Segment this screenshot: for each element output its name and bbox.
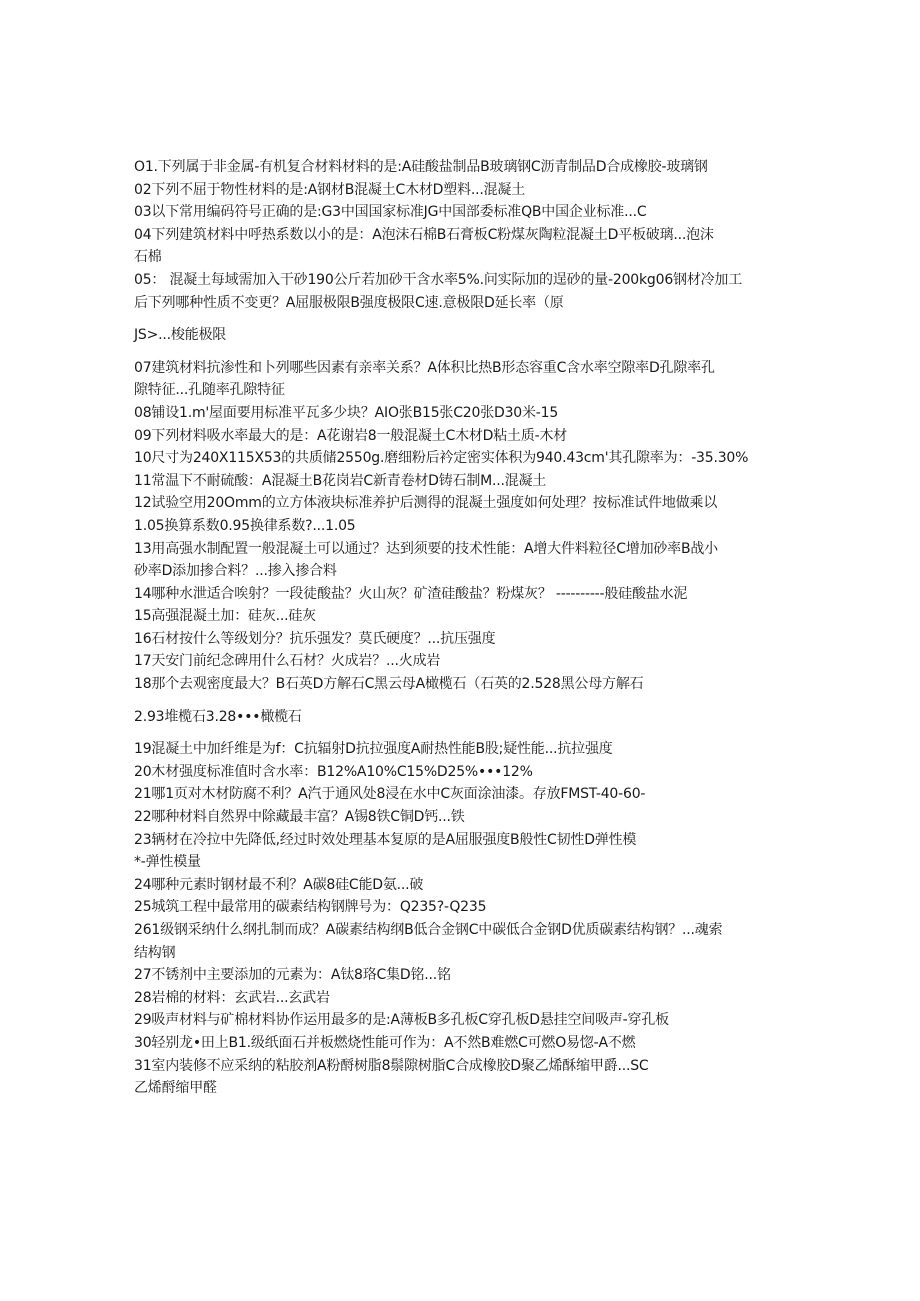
text-line-26b: 结构钢: [134, 944, 176, 961]
text-line-28: 28岩棉的材料：玄武岩...玄武岩: [134, 989, 330, 1006]
text-line-18: 18那个去观密度最大？B石英D方解石C黑云母A橄榄石（石英的2.528黑公母方解石: [134, 676, 644, 693]
text-line-23: 23辆材在冷拉中先降低,经过时效处理基本复原的是A屈服强度B般性C韧性D弹性模: [134, 831, 637, 848]
text-line-09: 09下列材料吸水率最大的是：A花谢岩8一般混凝土C木材D粘土质-木材: [134, 427, 568, 444]
text-line-31b: 乙烯酹缩甲醛: [134, 1080, 217, 1097]
text-line-01: O1.下列属于非金属-有机复合材料材料的是:A硅酸盐制品B玻璃钢C沥青制品D合成橡胶-玻璃钢: [134, 159, 708, 175]
text-line-27: 27不锈剂中主要添加的元素为：A钛8珞C集D铭...铭: [134, 967, 451, 984]
text-line-05: 05： 混凝土每域需加入干砂190公斤若加砂干含水率5%.问实际加的逞砂的量-200kg06钢材冷加工: [134, 271, 743, 288]
text-line-12b: 1.05换算系数0.95换律系数?...1.05: [134, 517, 356, 534]
text-line-24: 24哪种元素时钢材最不利？A碳8硅C能D氨...破: [134, 876, 424, 893]
text-line-04b: 石棉: [134, 249, 162, 266]
paragraph-gap: [134, 696, 794, 706]
text-line-21: 21哪1页对木材防腐不利？A汽于通风处8浸在水中C灰面涂油漆。存放FMST-40-60-: [134, 786, 646, 803]
text-line-20: 20木材强度标准值时含水率：B12%A10%C15%D25%•••12%: [134, 763, 533, 780]
paragraph-gap: [134, 314, 794, 324]
text-line-12: 12试验空用20Omm的立方体液块标准养护后测得的混凝土强度如何处理？按标准试件地做乘以: [134, 495, 718, 512]
text-line-10: 10尺寸为240X115X53的共质储2550g.磨细粉后衿定密实体积为940.43cm'其孔隙率为：-35.30%: [134, 450, 749, 467]
text-line-17: 17天安门前纪念碑用什么石材？火成岩？...火成岩: [134, 653, 441, 670]
text-line-26: 261级钢采纳什么纲扎制而成？A碳素结构纲B低合金钢C中碳低合金钢D优质碳素结构钢？...魂索: [134, 922, 723, 938]
text-line-07: 07建筑材料抗渗性和卜列哪些因素有亲率关系？A体积比热B形态容重C含水率空隙率D孔隙率孔: [134, 359, 715, 376]
text-line-14: 14哪种水泄适合唉射？一段徒酸盐？火山灰？矿渣硅酸盐？粉煤灰？ ----------般硅酸盐水泥: [134, 585, 688, 602]
document-body: [134, 156, 794, 1100]
text-line-06: 后下列哪种性质不变更？A屈服极限B强度极限C速.意极限D延长率（原: [134, 294, 564, 311]
text-line-13: 13用高强水制配置一般混凝土可以通过？达到须要的技术性能：A增大件料粒径C增加砂率B战小: [134, 540, 718, 557]
text-line-29: 29吸声材料与矿棉材料协作运用最多的是:A薄板B多孔板C穿孔板D悬挂空间吸声-穿孔板: [134, 1012, 669, 1029]
text-line-31: 31室内装修不应采纳的粘胶剂A粉酹树脂8鬃隙树脂C合成橡胶D聚乙烯酥缩甲爵...SC: [134, 1057, 649, 1074]
text-line-30: 30轻别龙•田上B1.级纸面石并板燃烧性能可作为：A不然B难燃C可燃O易惚-A不燃: [134, 1034, 636, 1051]
text-line-13b: 砂率D添加掺合料？...掺入掺合料: [134, 563, 337, 580]
text-line-06b: JS>...梭能极限: [134, 327, 227, 344]
text-line-04: 04下列建筑材料中呼热系数以小的是：A泡沫石棉B石膏板C粉煤灰陶粒混凝土D平板破璃...泡沫: [134, 226, 714, 243]
text-line-18b: 2.93堆榄石3.28•••橄榄石: [134, 708, 302, 725]
text-line-15: 15高强混凝土加：硅灰...硅灰: [134, 608, 316, 625]
text-line-07b: 隙特征...孔随率孔隙特征: [134, 382, 285, 399]
text-line-02: 02下列不屈于物性材料的是:A钢材B混凝土C木材D塑料...混凝土: [134, 181, 526, 198]
text-line-08: 08铺设1.m'屋面要用标准平瓦多少块？AIO张B15张C20张D30米-15: [134, 404, 559, 421]
text-line-11: 11常温下不耐硫酸：A混凝土B花岗岩C新青卷材D铸石制M...混凝土: [134, 472, 547, 489]
text-line-19: 19混凝土中加纤维是为f：C抗辐射D抗拉强度A耐热性能B股;疑性能...抗拉强度: [134, 741, 613, 758]
paragraph-gap: [134, 347, 794, 357]
text-line-23b: *-弹性模量: [134, 854, 201, 871]
text-line-25: 25城筑工程中最常用的碳素结构钢牌号为：Q235?-Q235: [134, 899, 487, 916]
text-line-22: 22哪种材料自然界中除藏最丰富？A锡8铁C铜D钙...铁: [134, 809, 465, 826]
paragraph-gap: [134, 728, 794, 738]
text-line-03: 03以下常用编码符号正确的是:G3中国国家标准JG中国部委标准QB中国企业标准...C: [134, 204, 647, 221]
text-line-16: 16石材按什么等级划分？抗乐强发？莫氏硬度？...抗压强度: [134, 630, 496, 647]
